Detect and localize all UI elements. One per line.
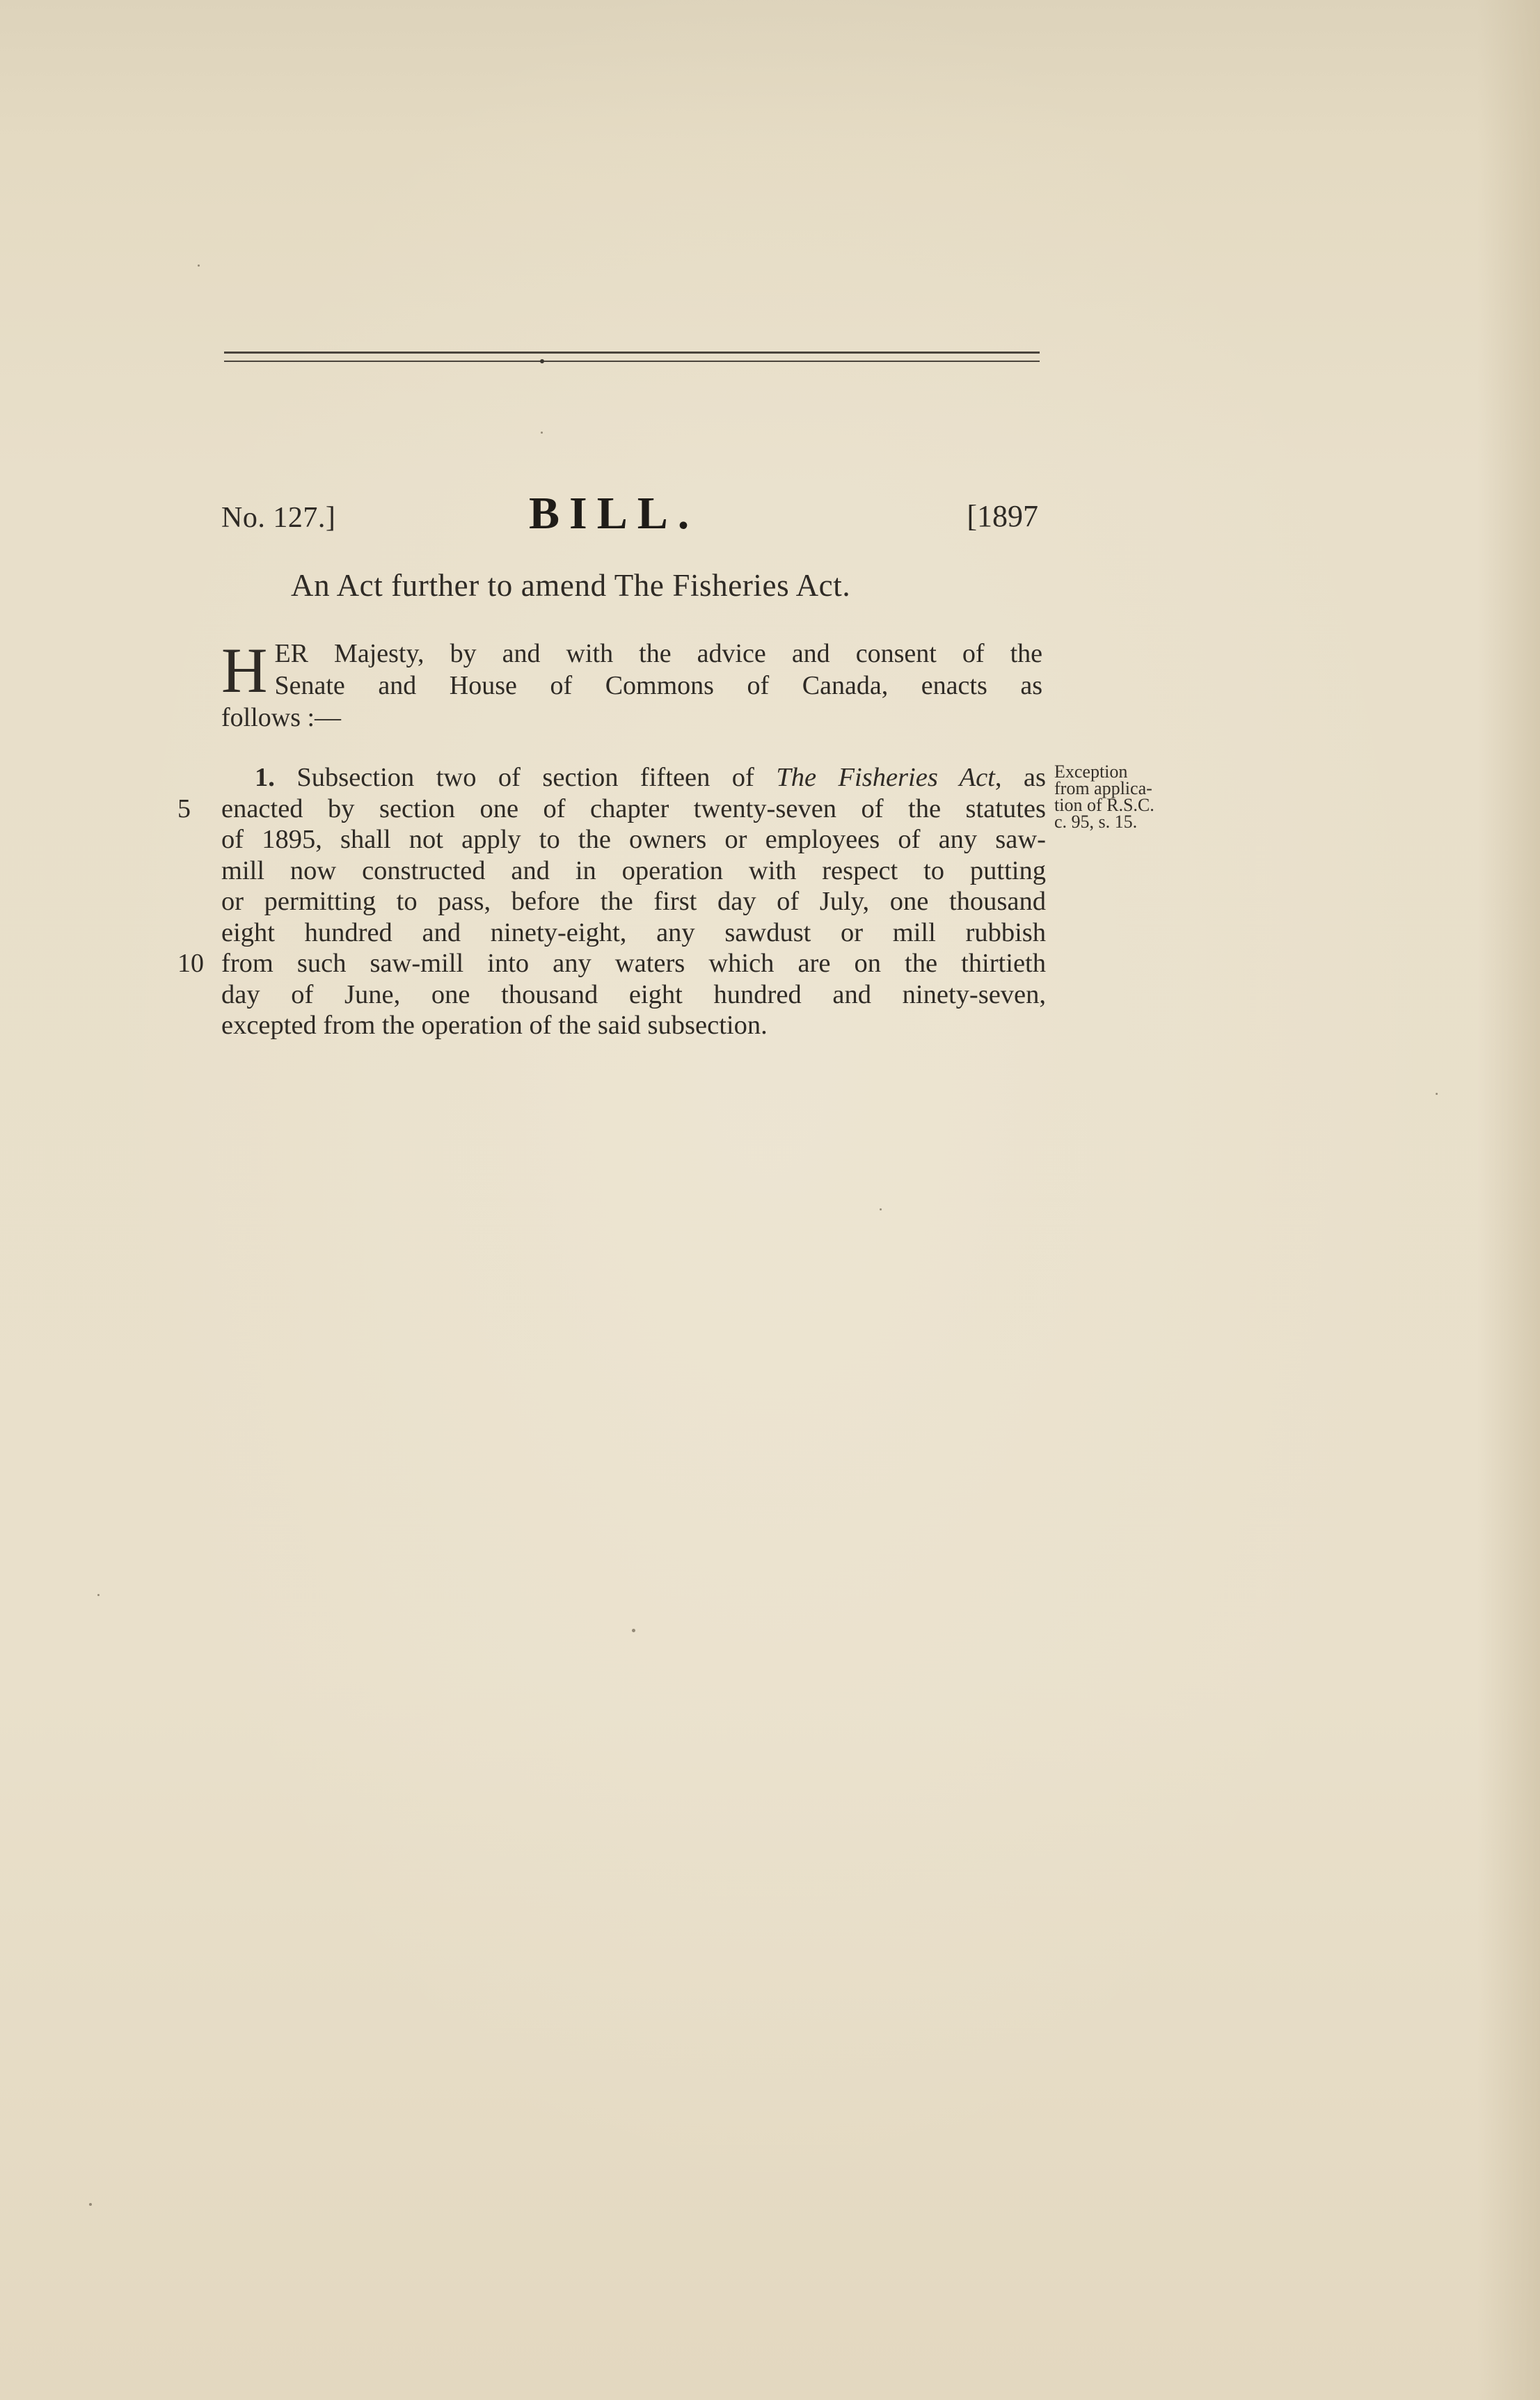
section-line-text: eight hundred and ninety-eight, any sawdust or mill rubbish	[221, 917, 1046, 947]
rule-ornament-dot	[540, 359, 544, 363]
section-line-text: mill now constructed and in operation with respect to putting	[221, 855, 1046, 885]
section-line	[221, 886, 1046, 917]
bill-header	[221, 487, 1042, 550]
section-line	[221, 762, 1046, 794]
rule-line-bottom	[224, 361, 1040, 362]
paper-speck	[89, 2203, 92, 2206]
section-line	[221, 1010, 1046, 1041]
section-line	[221, 979, 1046, 1011]
section-line-text: from such saw-mill into any waters which are on the thirtieth	[221, 949, 1046, 978]
paper-speck	[880, 1208, 882, 1210]
line-number: 5	[177, 794, 191, 823]
bill-title: BILL.	[529, 488, 699, 539]
line-number: 10	[177, 949, 204, 978]
preamble-line-2: Senate and House of Commons of Canada, enacts as	[274, 671, 1042, 700]
section-line-text: enacted by section one of chapter twenty-seven of the statutes	[221, 794, 1046, 823]
paper-speck	[541, 432, 543, 434]
paper-speck	[97, 1594, 100, 1596]
marginal-note-line: from applica-	[1054, 778, 1152, 798]
paper-speck	[1436, 1093, 1438, 1095]
preamble	[221, 635, 1042, 734]
section-line-text: excepted from the operation of the said subsection.	[221, 1011, 768, 1040]
preamble-dropcap: H	[221, 635, 268, 706]
cited-act-title: The Fisheries Act	[776, 763, 995, 792]
section-line	[177, 948, 1046, 979]
paper-speck	[632, 1629, 635, 1632]
section-1	[177, 762, 1046, 1041]
paper-speck	[198, 265, 200, 267]
section-number: 1.	[255, 763, 275, 792]
act-title: An Act further to amend The Fisheries Act.	[291, 568, 851, 603]
bill-number: No. 127.]	[221, 502, 336, 534]
section-line	[221, 855, 1046, 887]
section-line	[177, 794, 1046, 825]
marginal-note-line: Exception	[1054, 761, 1128, 782]
header-double-rule	[224, 350, 1040, 365]
section-line-text: or permitting to pass, before the first day of July, one thousand	[221, 887, 1046, 916]
marginal-note-line: c. 95, s. 15.	[1054, 812, 1138, 832]
marginal-note	[1054, 761, 1200, 832]
marginal-note-line: tion of R.S.C.	[1054, 795, 1154, 815]
bill-year: [1897	[967, 499, 1038, 533]
rule-line-top	[224, 352, 1040, 354]
preamble-line-3: follows :—	[221, 703, 342, 732]
section-line-text: day of June, one thousand eight hundred and ninety-seven,	[221, 979, 1046, 1009]
section-line	[221, 917, 1046, 949]
preamble-line-1: ER Majesty, by and with the advice and consent of the	[274, 639, 1042, 668]
section-line-text: Subsection two of section fifteen of The Fisheries Act, as	[274, 763, 1046, 792]
section-line	[221, 824, 1046, 855]
section-line-text: of 1895, shall not apply to the owners or employees of any saw-	[221, 825, 1046, 854]
